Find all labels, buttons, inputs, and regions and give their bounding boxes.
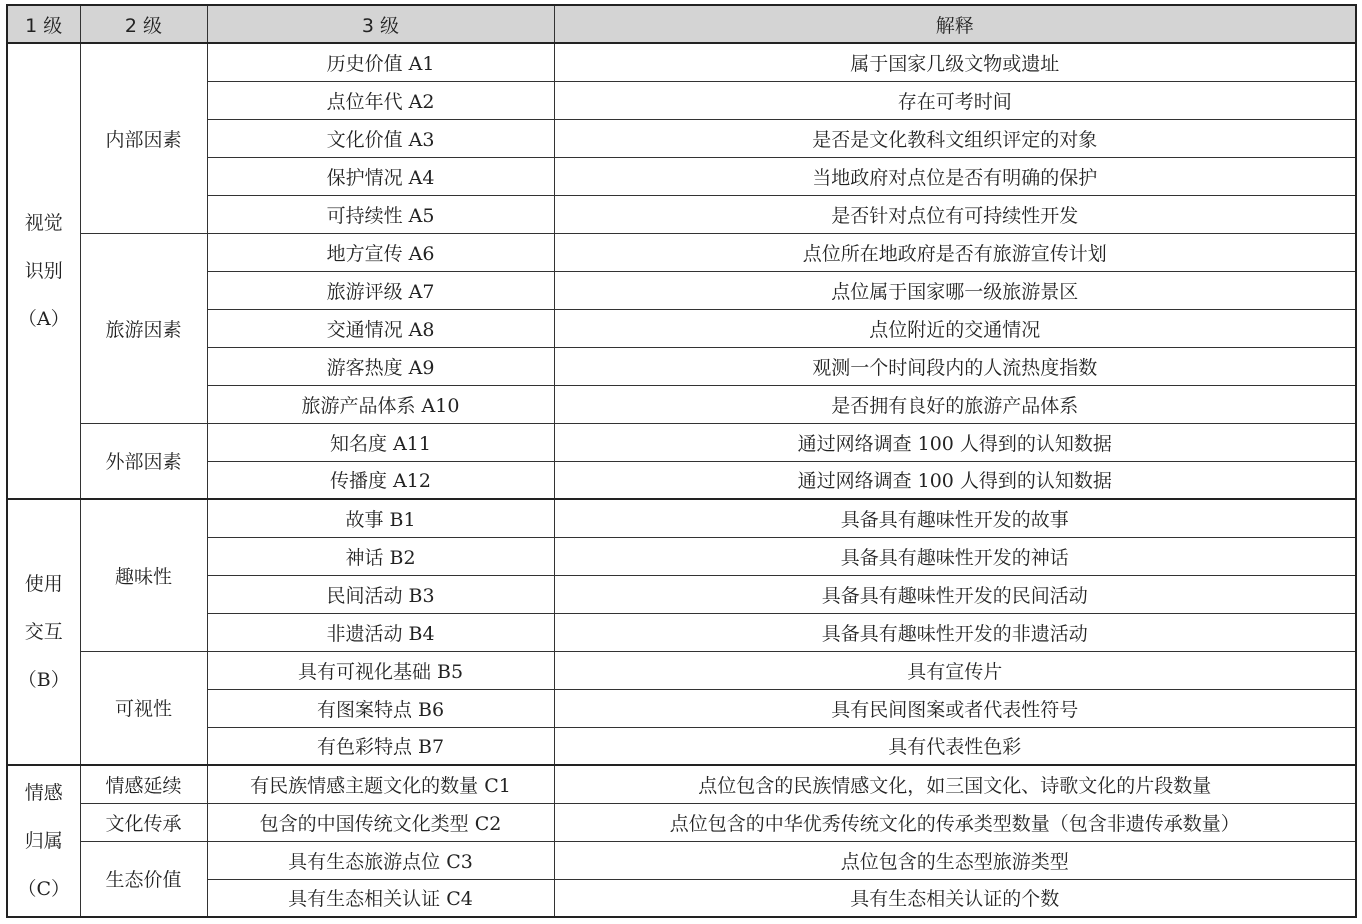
explanation-cell: 通过网络调查 100 人得到的认知数据 (554, 423, 1356, 461)
level-1-label-line: 识别 (24, 260, 63, 282)
level-1-label-line: 视觉 (24, 212, 63, 234)
level-1-cell (7, 43, 80, 499)
explanation-cell: 具备具有趣味性开发的非遗活动 (554, 613, 1356, 651)
level-3-cell: 神话 B2 (207, 537, 554, 575)
level-3-cell: 有图案特点 B6 (207, 689, 554, 727)
header-explanation: 解释 (554, 5, 1356, 43)
level-1-label-line: 使用 (24, 573, 63, 595)
explanation-cell: 具有宣传片 (554, 651, 1356, 689)
explanation-cell: 点位包含的生态型旅游类型 (554, 841, 1356, 879)
level-3-cell: 具有生态相关认证 C4 (207, 879, 554, 917)
level-3-cell: 包含的中国传统文化类型 C2 (207, 803, 554, 841)
level-2-cell: 旅游因素 (80, 233, 207, 423)
level-1-label-line: （A） (17, 308, 70, 330)
header-row (7, 5, 1356, 43)
table-row (7, 803, 1356, 841)
table-row (7, 157, 1356, 195)
table-row (7, 537, 1356, 575)
level-3-cell: 交通情况 A8 (207, 309, 554, 347)
level-3-cell: 民间活动 B3 (207, 575, 554, 613)
level-2-cell: 生态价值 (80, 841, 207, 917)
level-3-cell: 旅游评级 A7 (207, 271, 554, 309)
table-row (7, 613, 1356, 651)
explanation-cell: 通过网络调查 100 人得到的认知数据 (554, 461, 1356, 499)
table-row (7, 765, 1356, 803)
table-row (7, 233, 1356, 271)
header-level-1: 1 级 (7, 5, 80, 43)
table-body (7, 43, 1356, 917)
explanation-cell: 是否拥有良好的旅游产品体系 (554, 385, 1356, 423)
table-header (7, 5, 1356, 43)
level-3-cell: 传播度 A12 (207, 461, 554, 499)
table-row (7, 841, 1356, 879)
level-1-label-line: （C） (17, 878, 71, 900)
table-row (7, 385, 1356, 423)
level-3-cell: 旅游产品体系 A10 (207, 385, 554, 423)
level-3-cell: 点位年代 A2 (207, 81, 554, 119)
level-2-cell: 文化传承 (80, 803, 207, 841)
level-2-cell: 可视性 (80, 651, 207, 765)
level-2-cell: 外部因素 (80, 423, 207, 499)
explanation-cell: 点位包含的民族情感文化，如三国文化、诗歌文化的片段数量 (554, 765, 1356, 803)
explanation-cell: 是否针对点位有可持续性开发 (554, 195, 1356, 233)
level-3-cell: 故事 B1 (207, 499, 554, 537)
explanation-cell: 存在可考时间 (554, 81, 1356, 119)
level-1-label-line: 情感 (24, 782, 63, 804)
level-1-cell (7, 499, 80, 765)
level-3-cell: 可持续性 A5 (207, 195, 554, 233)
table-row (7, 879, 1356, 917)
level-3-cell: 文化价值 A3 (207, 119, 554, 157)
explanation-cell: 点位所在地政府是否有旅游宣传计划 (554, 233, 1356, 271)
header-level-2: 2 级 (80, 5, 207, 43)
level-3-cell: 具有可视化基础 B5 (207, 651, 554, 689)
level-1-label-line: 交互 (24, 621, 63, 643)
explanation-cell: 点位包含的中华优秀传统文化的传承类型数量（包含非遗传承数量） (554, 803, 1356, 841)
level-2-cell: 趣味性 (80, 499, 207, 651)
explanation-cell: 当地政府对点位是否有明确的保护 (554, 157, 1356, 195)
explanation-cell: 点位附近的交通情况 (554, 309, 1356, 347)
level-2-cell: 内部因素 (80, 43, 207, 233)
table-row (7, 347, 1356, 385)
explanation-cell: 具备具有趣味性开发的神话 (554, 537, 1356, 575)
table-row (7, 689, 1356, 727)
level-3-cell: 具有生态旅游点位 C3 (207, 841, 554, 879)
table-row (7, 271, 1356, 309)
level-3-cell: 有民族情感主题文化的数量 C1 (207, 765, 554, 803)
level-1-label-line: 归属 (24, 830, 63, 852)
explanation-cell: 观测一个时间段内的人流热度指数 (554, 347, 1356, 385)
explanation-cell: 具有生态相关认证的个数 (554, 879, 1356, 917)
explanation-cell: 具备具有趣味性开发的民间活动 (554, 575, 1356, 613)
level-3-cell: 地方宣传 A6 (207, 233, 554, 271)
explanation-cell: 具有代表性色彩 (554, 727, 1356, 765)
header-level-3: 3 级 (207, 5, 554, 43)
table-row (7, 309, 1356, 347)
explanation-cell: 点位属于国家哪一级旅游景区 (554, 271, 1356, 309)
table-row (7, 461, 1356, 499)
table-row (7, 119, 1356, 157)
table-row (7, 727, 1356, 765)
explanation-cell: 具备具有趣味性开发的故事 (554, 499, 1356, 537)
table-row (7, 43, 1356, 81)
level-3-cell: 保护情况 A4 (207, 157, 554, 195)
explanation-cell: 属于国家几级文物或遗址 (554, 43, 1356, 81)
table-row (7, 651, 1356, 689)
table-row (7, 423, 1356, 461)
level-3-cell: 历史价值 A1 (207, 43, 554, 81)
table-row (7, 195, 1356, 233)
level-1-cell (7, 765, 80, 917)
level-2-cell: 情感延续 (80, 765, 207, 803)
table-row (7, 81, 1356, 119)
indicator-table (6, 4, 1357, 918)
level-3-cell: 有色彩特点 B7 (207, 727, 554, 765)
level-1-label-line: （B） (17, 669, 70, 691)
table-row (7, 575, 1356, 613)
level-3-cell: 非遗活动 B4 (207, 613, 554, 651)
explanation-cell: 具有民间图案或者代表性符号 (554, 689, 1356, 727)
level-3-cell: 知名度 A11 (207, 423, 554, 461)
explanation-cell: 是否是文化教科文组织评定的对象 (554, 119, 1356, 157)
table-row (7, 499, 1356, 537)
level-3-cell: 游客热度 A9 (207, 347, 554, 385)
